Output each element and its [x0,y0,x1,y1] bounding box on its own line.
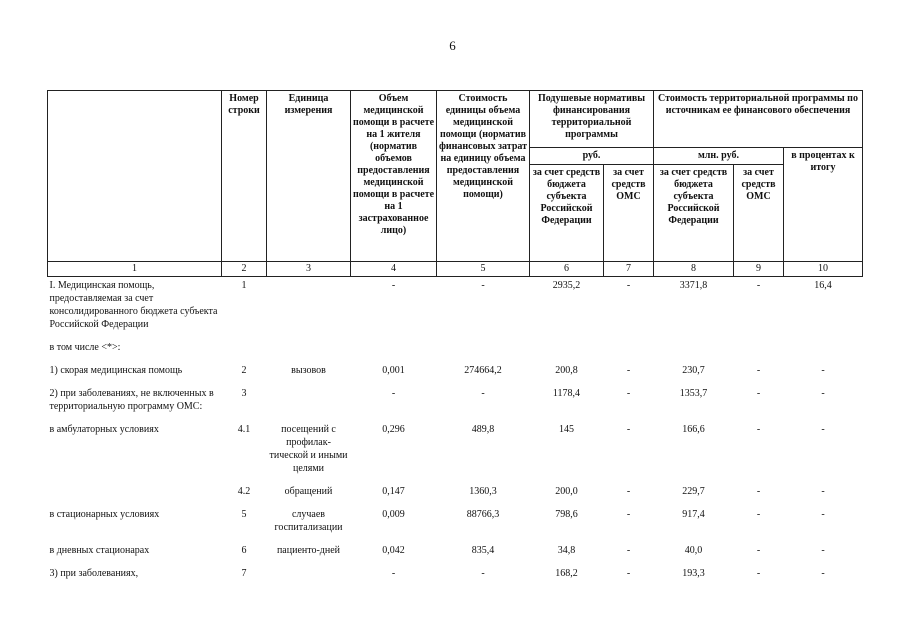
row-name: 2) при заболеваниях, не включенных в территориальную программу ОМС: [49,388,214,412]
row-per-capita-oms: - [626,365,631,376]
header-volume: Объем медицинской помощи в расчете на 1 жителя (норматив объемов предоставления медицинской помощи в расчете на 1 застрахованное лицо) [351,91,437,262]
column-number: 5 [437,262,530,277]
row-volume: - [391,568,396,579]
page-number: 6 [449,38,456,53]
header-percent: в процентах к итогу [784,148,863,262]
row-percent: - [821,365,825,376]
column-number: 4 [351,262,437,277]
row-cost: 1360,3 [469,486,497,497]
row-number: 3 [241,388,247,399]
row-cost: - [481,280,485,291]
row-number [222,339,267,362]
table-row [48,339,863,362]
row-volume: - [391,280,396,291]
column-number: 10 [784,262,863,277]
row-unit [267,339,351,362]
row-mln-oms [734,339,784,362]
row-name: в том числе <*>: [49,342,121,353]
row-mln-oms: - [756,388,761,399]
row-mln-oms: - [756,424,761,435]
table-body [48,277,863,589]
row-percent: - [821,509,825,520]
row-percent: - [821,388,825,399]
row-mln-budget: 229,7 [682,486,705,497]
row-cost: - [481,568,485,579]
row-number: 5 [241,509,247,520]
header-name [48,91,222,262]
table-row [48,421,863,483]
row-per-capita-budget: 798,6 [555,509,578,520]
row-cost: - [481,388,485,399]
column-number: 8 [654,262,734,277]
table-row [48,277,863,340]
row-percent: - [821,424,825,435]
row-per-capita-oms: - [626,568,631,579]
table-row [48,506,863,542]
row-name: 1) скорая медицинская помощь [49,365,183,376]
row-cost: 88766,3 [466,509,500,520]
row-mln-oms: - [756,280,761,291]
row-per-capita-budget: 2935,2 [552,280,581,291]
header-rub: руб. [530,148,654,165]
row-unit [267,277,351,340]
row-per-capita-oms: - [626,424,631,435]
row-per-capita-oms: - [626,486,631,497]
header-cost: Стоимость единицы объема медицинской помощи (норматив финансовых затрат на единицу объема предоставления медицинской помощи) [437,91,530,262]
table-row [48,362,863,385]
row-volume: 0,001 [382,365,405,376]
row-unit [267,385,351,421]
row-cost: 274664,2 [464,365,502,376]
column-number: 9 [734,262,784,277]
row-percent: 16,4 [814,280,832,291]
column-number: 2 [222,262,267,277]
row-percent: - [821,568,825,579]
table-row [48,542,863,565]
header-budget-rub: за счет средств бюджета субъекта Российской Федерации [530,165,604,262]
row-per-capita-budget [530,339,604,362]
row-cost [437,339,530,362]
column-number: 3 [267,262,351,277]
row-volume: 0,147 [382,486,405,497]
row-volume: 0,009 [382,509,405,520]
row-name: в стационарных условиях [49,509,160,520]
row-mln-oms: - [756,486,761,497]
row-number: 2 [241,365,247,376]
row-name: 3) при заболеваниях, [49,568,139,579]
row-cost: 489,8 [471,424,495,435]
column-number: 6 [530,262,604,277]
row-volume: - [391,388,396,399]
row-name: I. Медицинская помощь, предоставляемая за счет консолидированного бюджета субъекта Российской Федерации [49,280,218,330]
row-mln-budget: 1353,7 [679,388,708,399]
row-per-capita-oms [604,339,654,362]
header-oms-rub: за счет средств ОМС [604,165,654,262]
row-mln-budget: 40,0 [684,545,703,556]
row-unit: обращений [284,486,333,497]
header-mln-rub: млн. руб. [654,148,784,165]
header-per-capita: Подушевые нормативы финансирования территориальной программы [530,91,654,148]
row-unit: случаев госпитализации [274,509,343,533]
row-per-capita-budget: 200,8 [555,365,578,376]
row-mln-budget: 166,6 [682,424,705,435]
row-mln-oms: - [756,365,761,376]
row-percent: - [821,545,825,556]
row-per-capita-budget: 34,8 [557,545,576,556]
row-per-capita-budget: 145 [559,424,574,435]
row-per-capita-oms: - [626,509,631,520]
row-mln-budget: 3371,8 [679,280,708,291]
row-mln-budget: 193,3 [682,568,705,579]
row-unit: посещений с профилак-тической и иными целями [269,424,348,474]
row-name: в дневных стационарах [49,545,150,556]
header-unit: Единица измерения [267,91,351,262]
row-unit: вызовов [291,365,326,376]
row-name [48,483,222,506]
row-name: в амбулаторных условиях [49,424,159,435]
row-mln-oms: - [756,568,761,579]
table-header [48,91,863,277]
table-row [48,565,863,588]
row-per-capita-oms: - [626,388,631,399]
row-number: 4.2 [237,486,251,497]
row-volume: 0,296 [382,424,405,435]
row-unit: пациенто-дней [276,545,341,556]
program-cost-table [47,90,863,588]
table-row [48,483,863,506]
row-number: 4.1 [237,424,251,435]
row-cost: 835,4 [471,545,495,556]
row-per-capita-budget: 1178,4 [552,388,581,399]
row-mln-budget [654,339,734,362]
row-number: 7 [241,568,247,579]
column-number-row [48,262,863,277]
row-per-capita-oms: - [626,280,631,291]
row-number: 6 [241,545,247,556]
row-mln-budget: 230,7 [682,365,705,376]
row-mln-budget: 917,4 [682,509,705,520]
row-volume: 0,042 [382,545,405,556]
header-budget-mln: за счет средств бюджета субъекта Российской Федерации [654,165,734,262]
row-number: 1 [241,280,247,291]
row-mln-oms: - [756,509,761,520]
row-mln-oms: - [756,545,761,556]
column-number: 7 [604,262,654,277]
row-per-capita-oms: - [626,545,631,556]
row-unit [267,565,351,588]
header-oms-mln: за счет средств ОМС [734,165,784,262]
column-number: 1 [48,262,222,277]
row-per-capita-budget: 168,2 [555,568,578,579]
table-row [48,385,863,421]
row-volume [351,339,437,362]
row-percent [784,339,863,362]
header-program-cost: Стоимость территориальной программы по источникам ее финансового обеспечения [654,91,863,148]
row-percent: - [821,486,825,497]
header-row-number: Номер строки [222,91,267,262]
row-per-capita-budget: 200,0 [555,486,578,497]
